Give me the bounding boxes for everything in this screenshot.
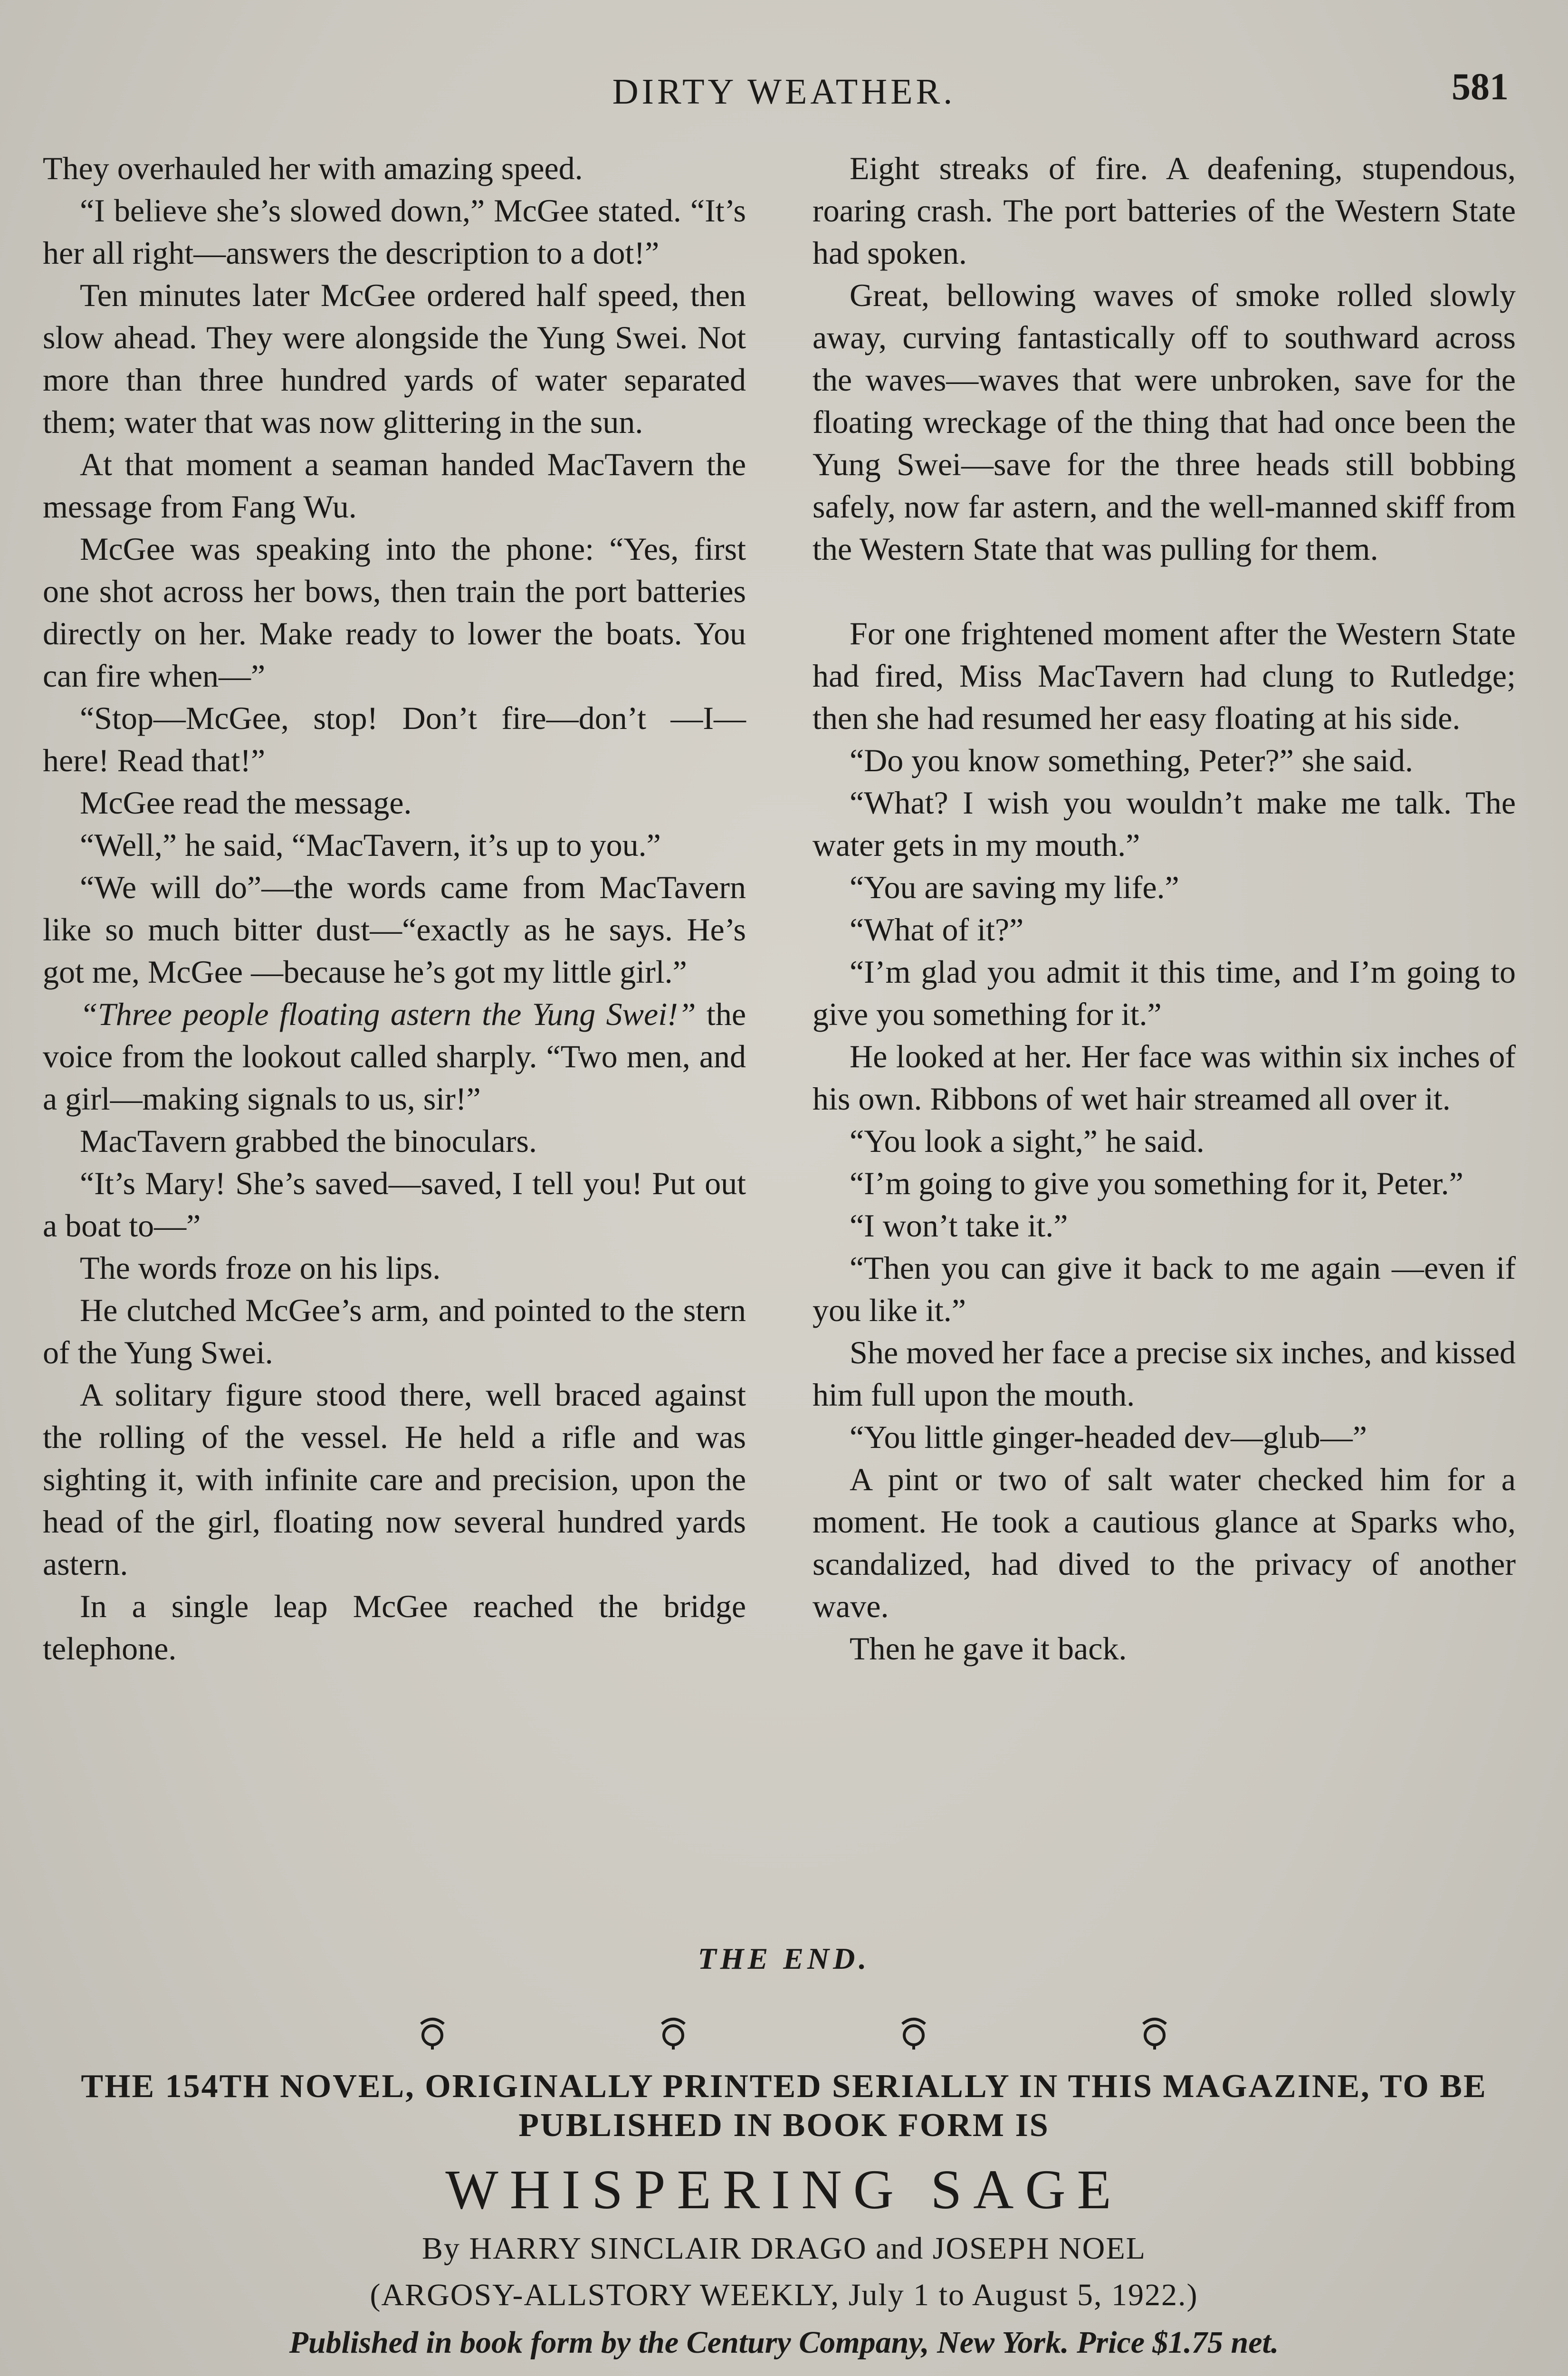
paragraph: “We will do”—the words came from MacTavern like so much bitter dust—“exactly as he says. He’s got me, McGee —because he’s got my little girl.” bbox=[43, 869, 746, 990]
right-column bbox=[813, 147, 1516, 1939]
paragraph: Great, bellowing waves of smoke rolled slowly away, curving fantastically off to southward across the waves—waves that were unbroken, save for the floating wreckage of the thing that had once been the Yung Swei—save for the three heads still bobbing safely, now far astern, and the well-manned skiff from the Western State that was pulling for them. bbox=[813, 277, 1516, 567]
paragraph: Eight streaks of fire. A deafening, stupendous, roaring crash. The port batteries of the Western State had spoken. bbox=[813, 150, 1516, 271]
ornament-icon bbox=[895, 2012, 933, 2050]
page-header bbox=[0, 66, 1568, 124]
paragraph: “Then you can give it back to me again —even if you like it.” bbox=[813, 1250, 1516, 1328]
ornament-icon bbox=[413, 2012, 451, 2050]
paragraph: “What? I wish you wouldn’t make me talk. The water gets in my mouth.” bbox=[813, 785, 1516, 863]
paragraph: At that moment a seaman handed MacTavern the message from Fang Wu. bbox=[43, 446, 746, 525]
paragraph: “It’s Mary! She’s saved—saved, I tell you! Put out a boat to—” bbox=[43, 1165, 746, 1244]
paragraph: “Stop—McGee, stop! Don’t fire—don’t —I—here! Read that!” bbox=[43, 700, 746, 778]
running-title: DIRTY WEATHER. bbox=[612, 72, 956, 112]
paragraph-rest: the voice from the lookout called sharply. “Two men, and a girl—making signals to us, sir!” bbox=[43, 996, 746, 1117]
paragraph: A solitary figure stood there, well braced against the rolling of the vessel. He held a rifle and was sighting it, with infinite care and precision, upon the head of the girl, floating now several hundred yards astern. bbox=[43, 1377, 746, 1582]
paragraph: “Well,” he said, “MacTavern, it’s up to you.” bbox=[80, 827, 661, 863]
paragraph: Ten minutes later McGee ordered half speed, then slow ahead. They were alongside the Yung Swei. Not more than three hundred yards of water separated them; water that was now glittering in the sun. bbox=[43, 277, 746, 440]
paragraph: In a single leap McGee reached the bridge telephone. bbox=[43, 1588, 746, 1667]
book-title: WHISPERING SAGE bbox=[445, 2158, 1123, 2221]
book-source: (ARGOSY-ALLSTORY WEEKLY, July 1 to August 5, 1922.) bbox=[370, 2278, 1198, 2312]
paragraph: “What of it?” bbox=[850, 911, 1024, 948]
paragraph: “I’m glad you admit it this time, and I’m going to give you something for it.” bbox=[813, 954, 1516, 1032]
paragraph: “I believe she’s slowed down,” McGee stated. “It’s her all right—answers the description to a dot!” bbox=[43, 192, 746, 271]
paragraph: “You little ginger-headed dev—glub—” bbox=[850, 1419, 1367, 1455]
paragraph: McGee was speaking into the phone: “Yes, first one shot across her bows, then train the port batteries directly on her. Make ready to lower the boats. You can fire when—” bbox=[43, 531, 746, 694]
paragraph: Then he gave it back. bbox=[850, 1630, 1127, 1667]
paragraph: “I won’t take it.” bbox=[850, 1207, 1068, 1244]
paragraph: “I’m going to give you something for it, Peter.” bbox=[850, 1165, 1463, 1201]
text-columns bbox=[43, 147, 1516, 1939]
paragraph: “You are saving my life.” bbox=[850, 869, 1179, 905]
paragraph: They overhauled her with amazing speed. bbox=[43, 150, 583, 186]
paragraph: A pint or two of salt water checked him for a moment. He took a cautious glance at Sparks who, scandalized, had dived to the privacy of another wave. bbox=[813, 1461, 1516, 1624]
book-notice bbox=[71, 2067, 1497, 2361]
paragraph: He looked at her. Her face was within six inches of his own. Ribbons of wet hair streamed all over it. bbox=[813, 1038, 1516, 1117]
paragraph: MacTavern grabbed the binoculars. bbox=[80, 1123, 537, 1159]
paragraph: She moved her face a precise six inches, and kissed him full upon the mouth. bbox=[813, 1334, 1516, 1413]
paragraph: “You look a sight,” he said. bbox=[850, 1123, 1205, 1159]
the-end-mark: THE END. bbox=[698, 1942, 870, 1975]
paragraph: McGee read the message. bbox=[80, 785, 412, 821]
lookout-call: “Three people floating astern the Yung Swei!” bbox=[80, 996, 696, 1032]
publisher-line: Published in book form by the Century Company, New York. Price $1.75 net. bbox=[289, 2325, 1279, 2360]
ornament-icon bbox=[654, 2012, 692, 2050]
left-column bbox=[43, 147, 746, 1939]
paragraph: For one frightened moment after the Western State had fired, Miss MacTavern had clung to Rutledge; then she had resumed her easy floating at his side. bbox=[813, 615, 1516, 736]
ornament-icon bbox=[1136, 2012, 1174, 2050]
paragraph: He clutched McGee’s arm, and pointed to the stern of the Yung Swei. bbox=[43, 1292, 746, 1370]
book-byline: By HARRY SINCLAIR DRAGO and JOSEPH NOEL bbox=[422, 2231, 1146, 2266]
paragraph: The words froze on his lips. bbox=[80, 1250, 441, 1286]
notice-intro: THE 154TH NOVEL, ORIGINALLY PRINTED SERIALLY IN THIS MAGAZINE, TO BE PUBLISHED IN BOOK FORM IS bbox=[81, 2068, 1487, 2144]
page-number: 581 bbox=[1452, 66, 1509, 108]
paragraph bbox=[43, 993, 746, 1120]
ornament-row bbox=[413, 2012, 1174, 2050]
paragraph: “Do you know something, Peter?” she said. bbox=[850, 742, 1413, 778]
